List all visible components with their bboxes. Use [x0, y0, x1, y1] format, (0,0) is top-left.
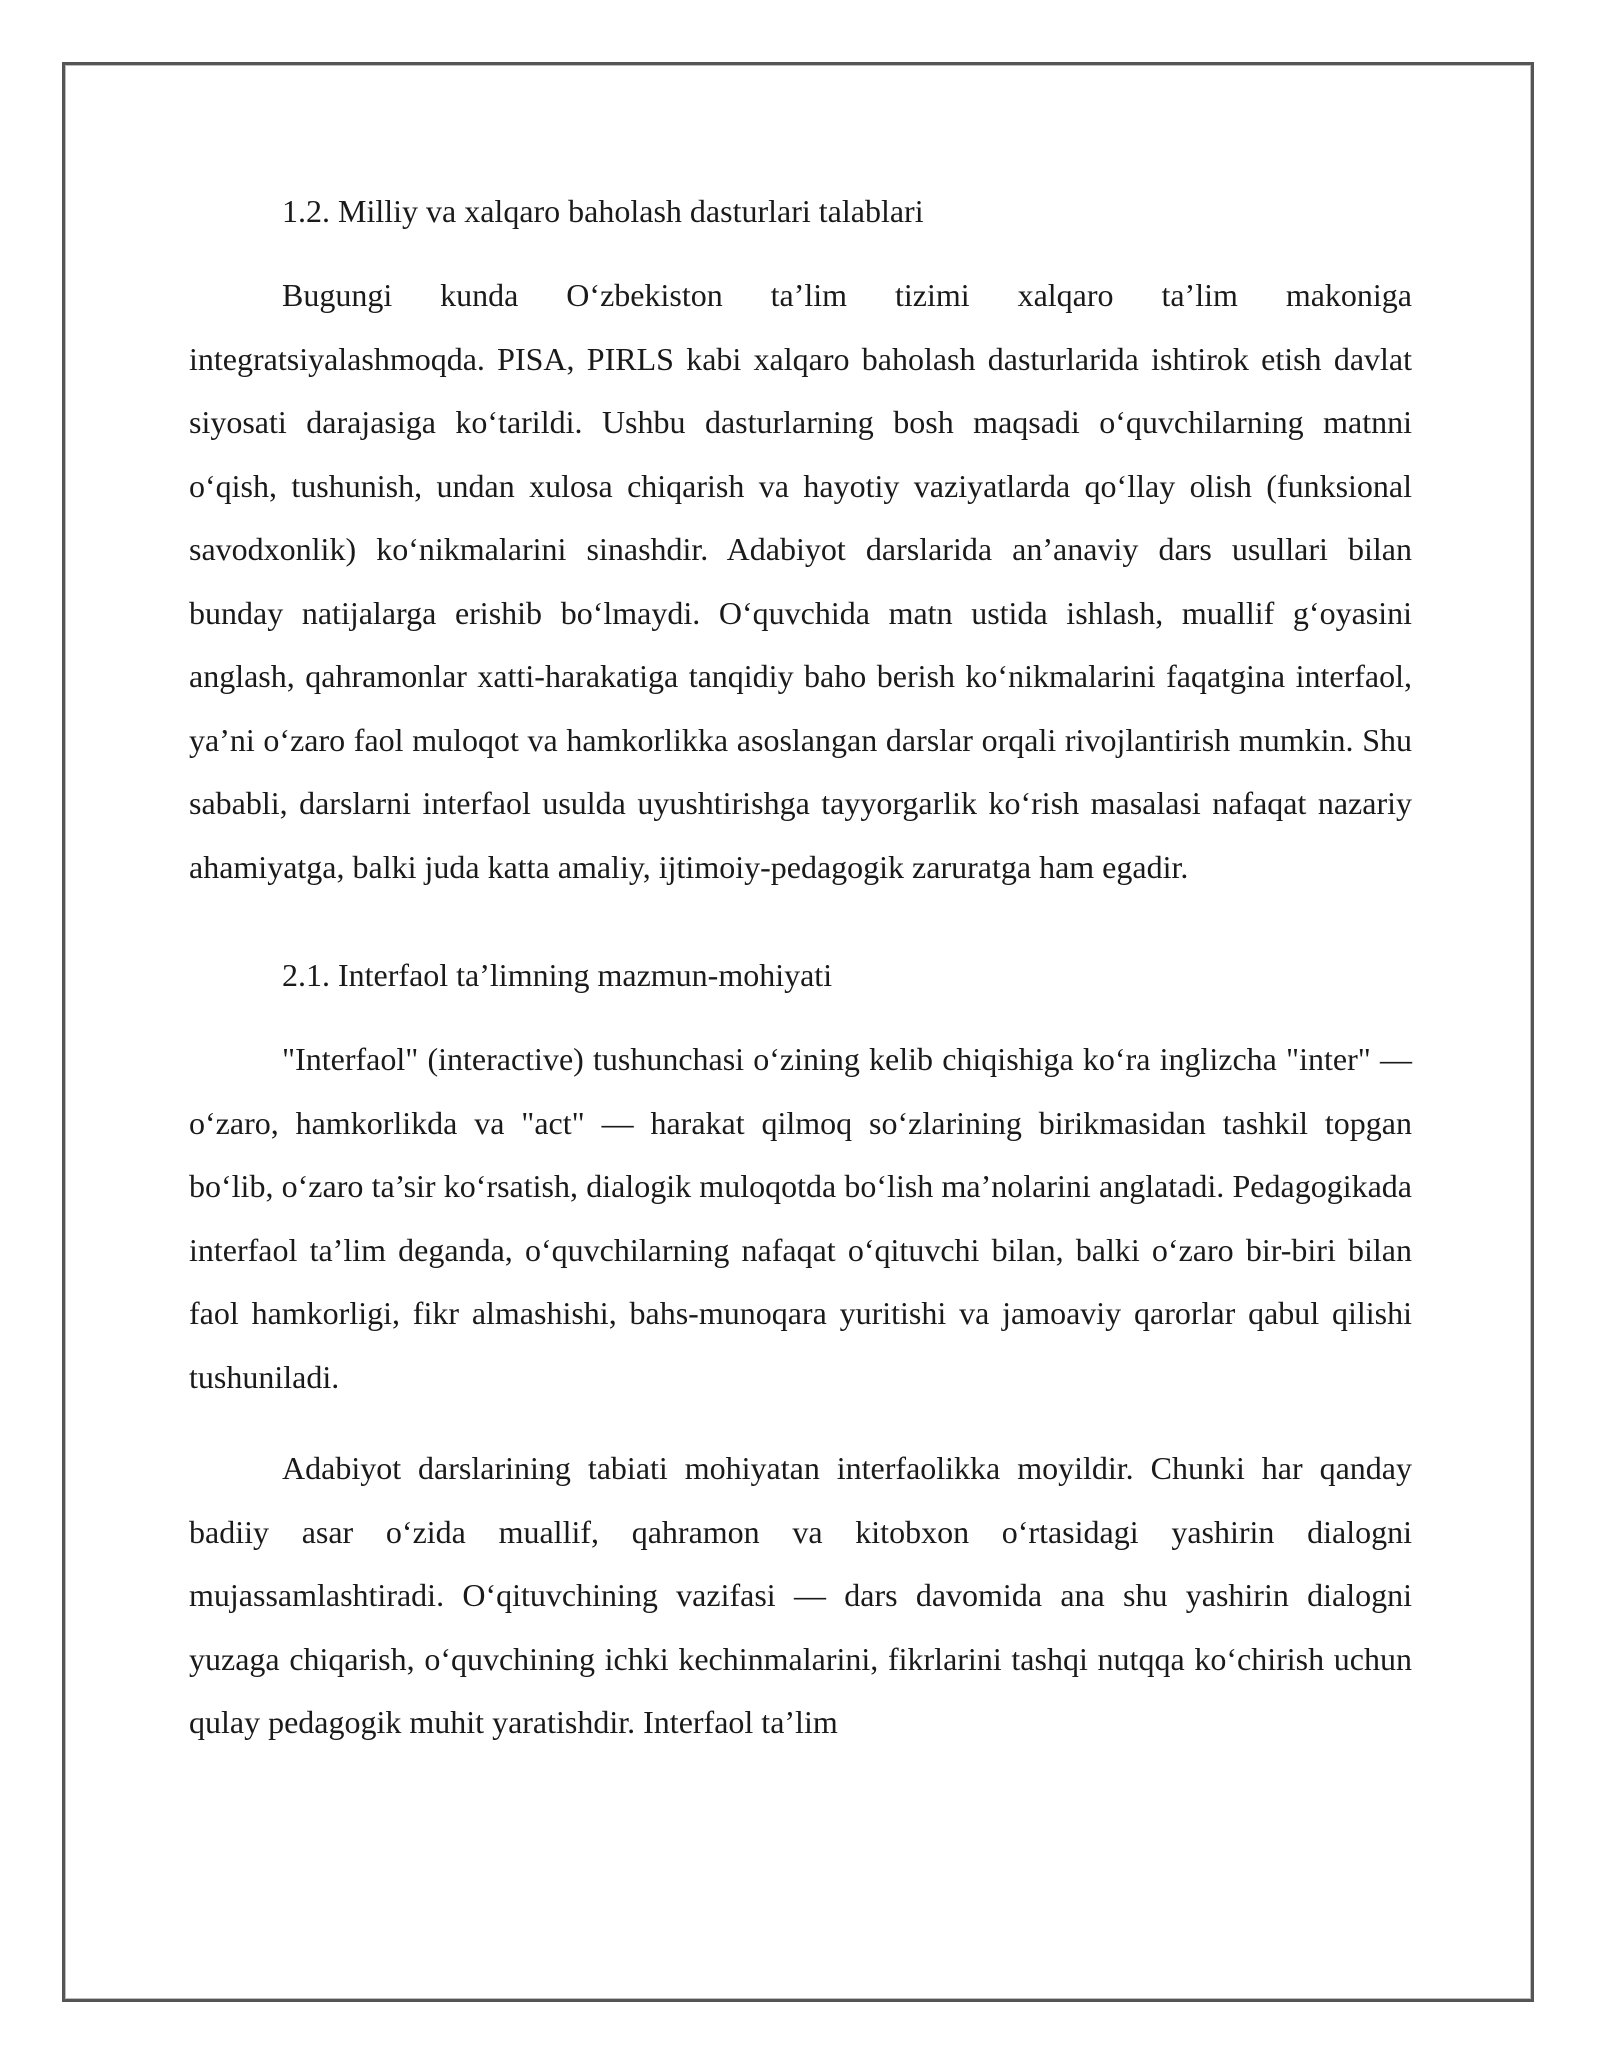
section-heading-2-1: 2.1. Interfaol ta’limning mazmun-mohiyati	[282, 957, 833, 993]
document-body	[189, 180, 1412, 1755]
section-heading-1-2: 1.2. Milliy va xalqaro baholash dasturlari talablari	[282, 193, 924, 229]
paragraph: Bugungi kunda O‘zbekiston ta’lim tizimi xalqaro ta’lim makoniga integratsiyalashmoqda. PISA, PIRLS kabi xalqaro baholash dasturlarida ishtirok etish davlat siyosati darajasiga ko‘tarildi. Ushbu dasturlarning bosh maqsadi o‘quvchilarning matnni o‘qish, tushunish, undan xulosa chiqarish va hayotiy vaziyatlarda qo‘llay olish (funksional savodxonlik) ko‘nikmalarini sinashdir. Adabiyot darslarida an’anaviy dars usullari bilan bunday natijalarga erishib bo‘lmaydi. O‘quvchida matn ustida ishlash, muallif g‘oyasini anglash, qahramonlar xatti-harakatiga tanqidiy baho berish ko‘nikmalarini faqatgina interfaol, ya’ni o‘zaro faol muloqot va hamkorlikka asoslangan darslar orqali rivojlantirish mumkin. Shu sababli, darslarni interfaol usulda uyushtirishga tayyorgarlik ko‘rish masalasi nafaqat nazariy ahamiyatga, balki juda katta amaliy, ijtimoiy-pedagogik zaruratga ham egadir.	[189, 277, 1412, 885]
paragraph: Adabiyot darslarining tabiati mohiyatan interfaolikka moyildir. Chunki har qanday badiiy asar o‘zida muallif, qahramon va kitobxon o‘rtasidagi yashirin dialogni mujassamlashtiradi. O‘qituvchining vazifasi — dars davomida ana shu yashirin dialogni yuzaga chiqarish, o‘quvchining ichki kechinmalarini, fikrlarini tashqi nutqqa ko‘chirish uchun qulay pedagogik muhit yaratishdir. Interfaol ta’lim	[189, 1450, 1412, 1740]
paragraph: "Interfaol" (interactive) tushunchasi o‘zining kelib chiqishiga ko‘ra inglizcha "inter" — o‘zaro, hamkorlikda va "act" — harakat qilmoq so‘zlarining birikmasidan tashkil topgan bo‘lib, o‘zaro ta’sir ko‘rsatish, dialogik muloqotda bo‘lish ma’nolarini anglatadi. Pedagogikada interfaol ta’lim deganda, o‘quvchilarning nafaqat o‘qituvchi bilan, balki o‘zaro bir-biri bilan faol hamkorligi, fikr almashishi, bahs-munoqara yuritishi va jamoaviy qarorlar qabul qilishi tushuniladi.	[189, 1041, 1412, 1395]
